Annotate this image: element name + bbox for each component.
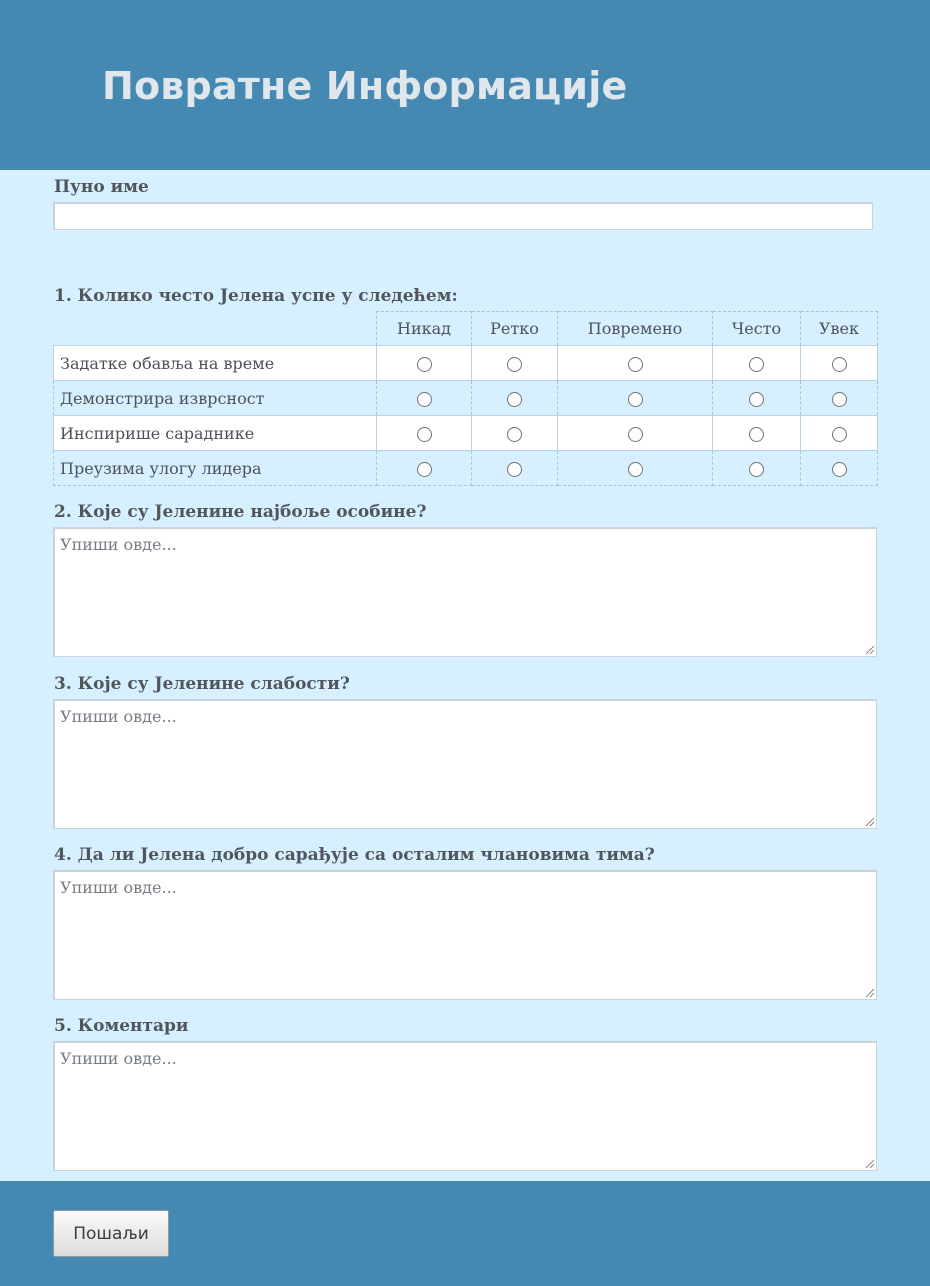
radio-button[interactable] bbox=[832, 427, 847, 442]
matrix-row bbox=[54, 451, 878, 486]
radio-button[interactable] bbox=[832, 357, 847, 372]
rating-matrix bbox=[53, 311, 878, 486]
radio-button[interactable] bbox=[628, 462, 643, 477]
question-2-label: 2. Које су Јеленине најбоље особине? bbox=[54, 502, 427, 522]
question-4-textarea[interactable] bbox=[53, 870, 877, 1000]
question-5-textarea[interactable] bbox=[53, 1041, 877, 1171]
matrix-column-header: Ретко bbox=[472, 312, 558, 346]
question-3-label: 3. Које су Јеленине слабости? bbox=[54, 674, 350, 694]
radio-button[interactable] bbox=[749, 427, 764, 442]
radio-button[interactable] bbox=[507, 357, 522, 372]
radio-button[interactable] bbox=[507, 462, 522, 477]
radio-button[interactable] bbox=[749, 357, 764, 372]
matrix-row-label: Преузима улогу лидера bbox=[54, 451, 377, 486]
matrix-row-label: Задатке обавља на време bbox=[54, 346, 377, 381]
radio-button[interactable] bbox=[507, 427, 522, 442]
full-name-label: Пуно име bbox=[54, 177, 149, 197]
question-1-label: 1. Колико често Јелена успе у следећем: bbox=[54, 286, 458, 306]
matrix-column-header: Увек bbox=[801, 312, 878, 346]
matrix-row-label: Демонстрира изврсност bbox=[54, 381, 377, 416]
page-header bbox=[0, 0, 930, 170]
radio-button[interactable] bbox=[417, 427, 432, 442]
matrix-column-header: Често bbox=[713, 312, 801, 346]
full-name-input[interactable] bbox=[53, 202, 873, 230]
radio-button[interactable] bbox=[628, 357, 643, 372]
radio-button[interactable] bbox=[749, 462, 764, 477]
matrix-row bbox=[54, 346, 878, 381]
radio-button[interactable] bbox=[628, 427, 643, 442]
question-5-label: 5. Коментари bbox=[54, 1016, 189, 1036]
radio-button[interactable] bbox=[749, 392, 764, 407]
radio-button[interactable] bbox=[417, 392, 432, 407]
matrix-column-header: Никад bbox=[377, 312, 472, 346]
radio-button[interactable] bbox=[832, 392, 847, 407]
radio-button[interactable] bbox=[628, 392, 643, 407]
question-3-textarea[interactable] bbox=[53, 699, 877, 829]
radio-button[interactable] bbox=[507, 392, 522, 407]
question-4-label: 4. Да ли Јелена добро сарађује са осталим члановима тима? bbox=[54, 845, 655, 865]
matrix-corner bbox=[54, 312, 377, 346]
matrix-column-header: Повремено bbox=[558, 312, 713, 346]
matrix-row bbox=[54, 416, 878, 451]
radio-button[interactable] bbox=[832, 462, 847, 477]
matrix-row-label: Инспирише сараднике bbox=[54, 416, 377, 451]
question-2-textarea[interactable] bbox=[53, 527, 877, 657]
matrix-row bbox=[54, 381, 878, 416]
radio-button[interactable] bbox=[417, 462, 432, 477]
submit-button[interactable]: Пошаљи bbox=[53, 1210, 169, 1257]
page-title: Повратне Информације bbox=[102, 64, 628, 108]
radio-button[interactable] bbox=[417, 357, 432, 372]
